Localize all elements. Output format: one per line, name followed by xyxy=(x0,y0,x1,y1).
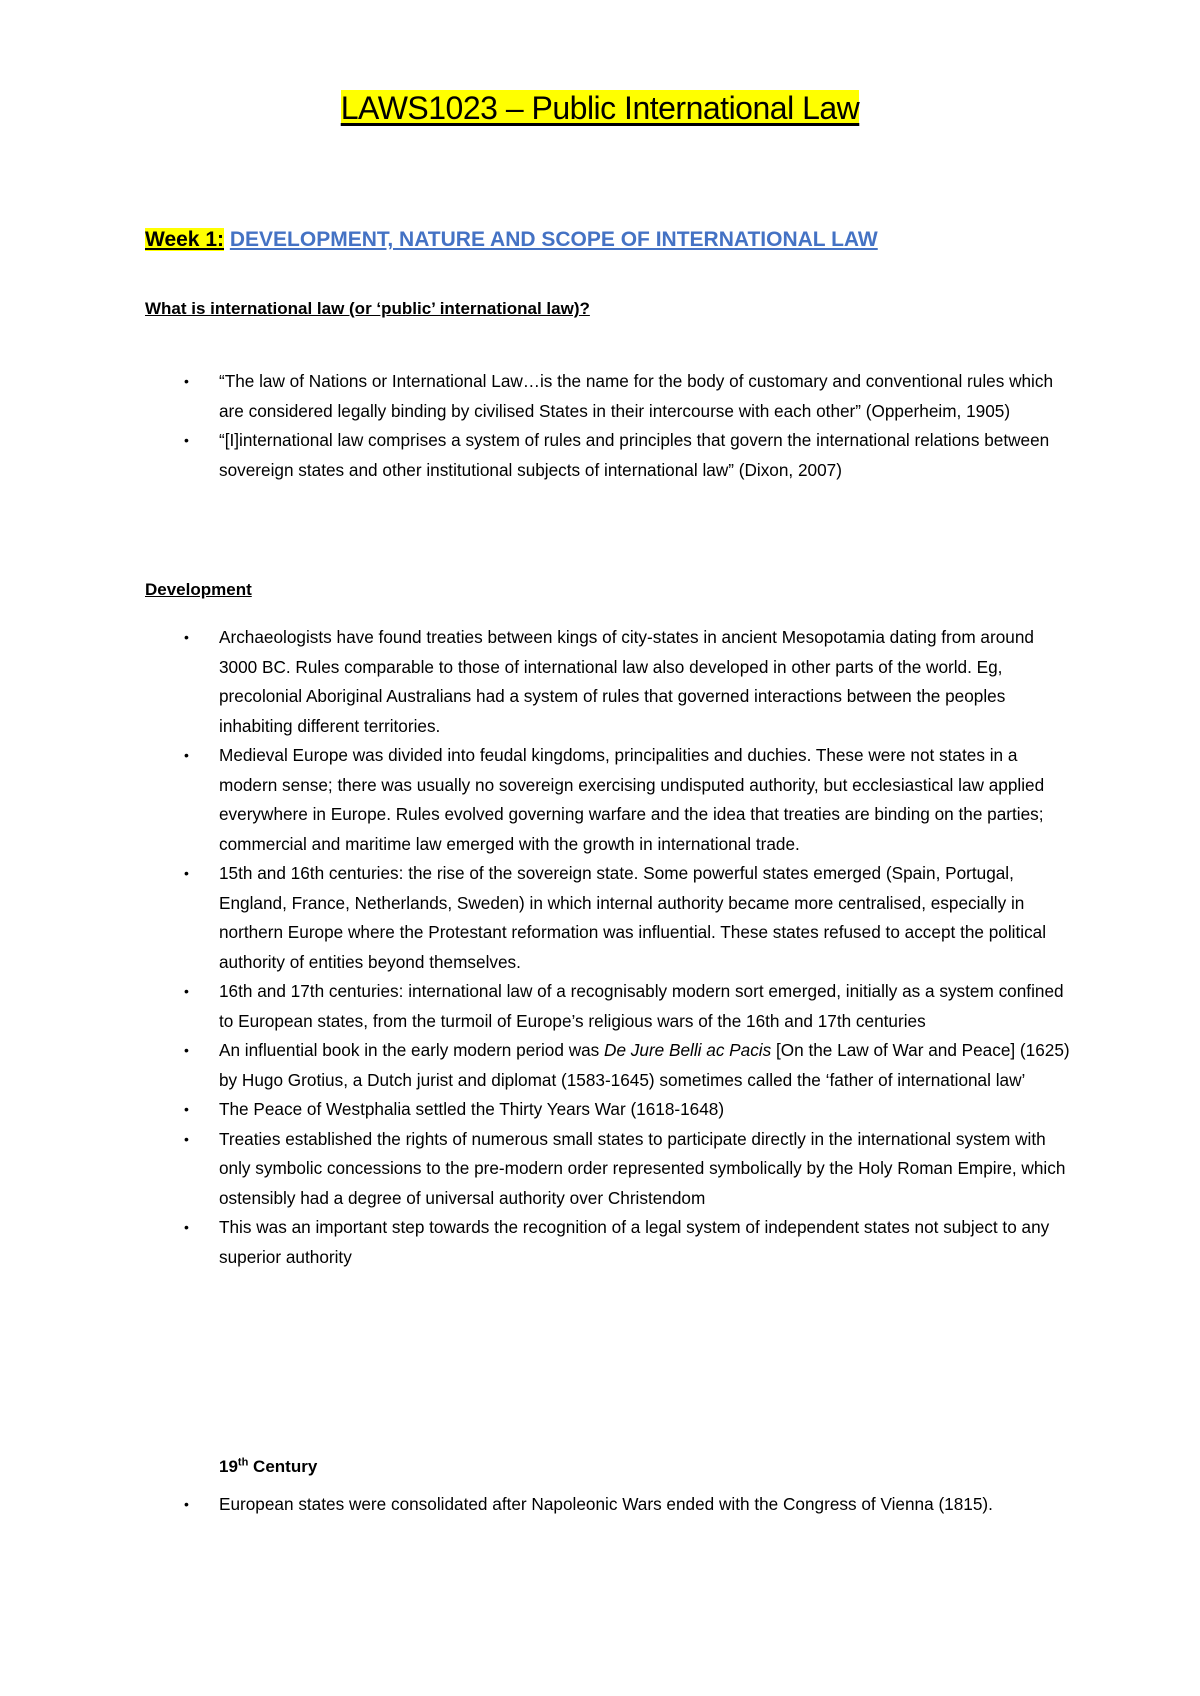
century-word: Century xyxy=(248,1457,318,1476)
list-item-text: This was an important step towards the recognition of a legal system of independent states not subject to any superior authority xyxy=(219,1217,1050,1267)
list-item xyxy=(145,859,1070,977)
list-item xyxy=(145,1036,1070,1095)
bullet-icon: • xyxy=(184,629,189,645)
list-item xyxy=(145,1490,1070,1520)
list-item-text: Archaeologists have found treaties between kings of city-states in ancient Mesopotamia dating from around 3000 BC. Rules comparable to those of international law also developed in other parts of the world. Eg, precolonial Aboriginal Australians had a system of rules that governed interactions between the peoples inhabiting different territories. xyxy=(219,627,1034,736)
bullet-icon: • xyxy=(184,747,189,763)
what-is-heading: What is international law (or ‘public’ international law)? xyxy=(145,299,590,318)
what-is-list xyxy=(145,367,1070,485)
list-item xyxy=(145,1125,1070,1214)
list-item xyxy=(145,623,1070,741)
century-suffix: th xyxy=(237,1456,249,1469)
list-item xyxy=(145,977,1070,1036)
grotius-text-before: An influential book in the early modern period was xyxy=(219,1040,605,1060)
list-item-text: “The law of Nations or International Law…is the name for the body of customary and conventional rules which are considered legally binding by civilised States in their intercourse with each other” (Opperheim, 1905) xyxy=(219,371,1054,421)
century-19-list xyxy=(145,1490,1070,1520)
list-item-text: “[I]international law comprises a system of rules and principles that govern the international relations between sovereign states and other institutional subjects of international law” (Dixon, 2007) xyxy=(219,430,1050,480)
grotius-text-after: [On the Law of War and Peace] (1625) by Hugo Grotius, a Dutch jurist and diplomat (1583-1645) sometimes called the ‘father of international law’ xyxy=(219,1040,1070,1090)
bullet-icon: • xyxy=(184,983,189,999)
development-heading: Development xyxy=(145,580,252,599)
list-item xyxy=(145,1095,1070,1125)
bullet-icon: • xyxy=(184,373,189,389)
century-number: 19 xyxy=(219,1457,238,1476)
list-item-text: The Peace of Westphalia settled the Thirty Years War (1618-1648) xyxy=(219,1099,725,1119)
century-19-heading xyxy=(219,1455,317,1479)
bullet-icon: • xyxy=(184,865,189,881)
list-item-text: European states were consolidated after Napoleonic Wars ended with the Congress of Vienna (1815). xyxy=(219,1494,993,1514)
week-topic: DEVELOPMENT, NATURE AND SCOPE OF INTERNATIONAL LAW xyxy=(229,228,878,251)
list-item-text: Treaties established the rights of numerous small states to participate directly in the international system with only symbolic concessions to the pre-modern order represented symbolically by the Holy Roman Empire, which ostensibly had a degree of universal authority over Christendom xyxy=(219,1128,1066,1208)
list-item-text: Medieval Europe was divided into feudal kingdoms, principalities and duchies. These were not states in a modern sense; there was usually no sovereign exercising undisputed authority, but ecclesiastical law applied everywhere in Europe. Rules evolved governing warfare and the idea that treaties are binding on the parties; commercial and maritime law emerged with the growth in international trade. xyxy=(219,745,1045,854)
list-item-text: 16th and 17th centuries: international law of a recognisably modern sort emerged, initially as a system confined to European states, from the turmoil of Europe’s religious wars of the 16th and 17th centuries xyxy=(219,981,1064,1031)
development-list xyxy=(145,623,1070,1272)
week-heading xyxy=(145,226,878,254)
bullet-icon: • xyxy=(184,1042,189,1058)
week-label: Week 1: xyxy=(145,228,224,251)
bullet-icon: • xyxy=(184,1130,189,1147)
list-item-text: 15th and 16th centuries: the rise of the sovereign state. Some powerful states emerged (Spain, Portugal, England, France, Netherlands, Sweden) in which internal authority became more centralised, especially in northern Europe where the Protestant reformation was influential. These states refused to accept the political authority of entities beyond themselves. xyxy=(219,863,1047,972)
document-title-text: LAWS1023 – Public International Law xyxy=(340,90,860,126)
list-item xyxy=(145,367,1070,426)
bullet-icon: • xyxy=(184,1101,189,1117)
list-item xyxy=(145,426,1070,485)
list-item xyxy=(145,1213,1070,1272)
bullet-icon: • xyxy=(184,1496,189,1512)
book-title: De Jure Belli ac Pacis xyxy=(604,1040,772,1060)
document-title xyxy=(0,88,1200,128)
bullet-icon: • xyxy=(184,1219,189,1235)
bullet-icon: • xyxy=(184,432,189,448)
list-item xyxy=(145,741,1070,859)
